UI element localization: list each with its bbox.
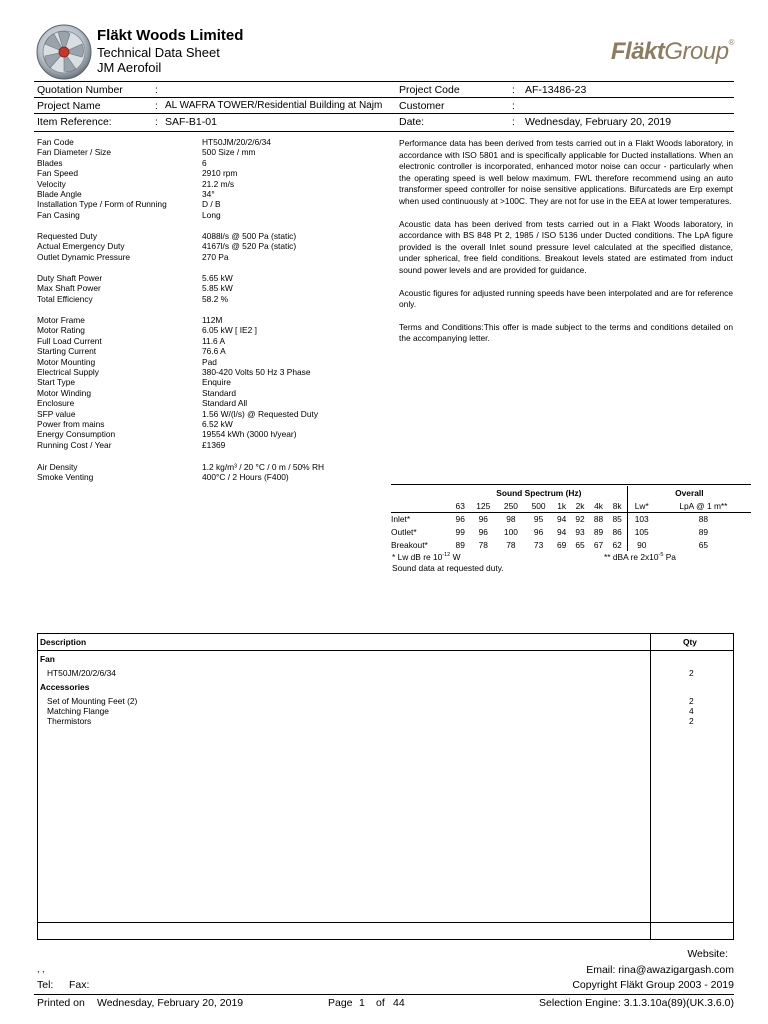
band-header: 4k (594, 500, 603, 511)
spec-label: Air Density (37, 462, 78, 472)
spec-label: Installation Type / Form of Running (37, 199, 167, 210)
email-line: Email: rina@awazigargash.com (586, 964, 734, 976)
sound-cell: 95 (533, 513, 544, 524)
header-divider (34, 81, 734, 82)
items-header-rule (38, 650, 733, 651)
group-fan: Fan (40, 654, 55, 664)
spec-value: 58.2 % (202, 293, 229, 304)
spec-value: 34° (202, 189, 215, 200)
spec-labels-group-5 (37, 462, 93, 483)
brand-logo-bold: Fläkt (610, 38, 665, 65)
spec-label: Starting Current (37, 346, 97, 357)
page-total: 44 (393, 997, 405, 1009)
spec-label: Total Efficiency (37, 293, 93, 304)
spec-label: Electrical Supply (37, 367, 99, 378)
spec-label: Power from mains (37, 419, 105, 430)
note-performance: Performance data has been derived from tests carried out in a Flakt Woods laboratory, in accordance with ISO 5801 and is specifically applicable for Ducted installations. When an electronic controller is incorporated, enhanced motor noise can occur - particularly when the operating speed is well below maximum. FWL therefore recommend using an auto transformer speed controller for noise sensitive applications. Bifurcateds are Erp exempt when used continuously at >100C. They are not for use in the EEA at lower temperatures. (399, 138, 733, 206)
project-name-colon: : (155, 100, 158, 112)
spec-label: Max Shaft Power (37, 283, 101, 294)
tel-label: Tel: (37, 979, 54, 991)
sheet-title: Technical Data Sheet (97, 45, 220, 60)
sound-cell: 96 (478, 526, 488, 537)
spec-label: Energy Consumption (37, 429, 116, 440)
spec-label: Smoke Venting (37, 472, 94, 483)
items-table (37, 633, 734, 940)
registered-mark: ® (728, 38, 734, 47)
spec-value: 112M (202, 315, 223, 325)
spec-value: 2910 rpm (202, 168, 238, 179)
quotation-number-colon: : (155, 84, 158, 96)
project-code-colon: : (512, 84, 515, 96)
sound-cell: 89 (455, 539, 465, 550)
selection-engine: Selection Engine: 3.1.3.10a(89)(UK.3.6.0) (539, 997, 734, 1009)
band-header: 250 (503, 500, 518, 511)
spec-values-group-1 (202, 137, 271, 220)
items-footer-rule (38, 922, 733, 923)
info-divider (34, 97, 734, 98)
dba-note-prefix: ** dBA re 2x10 (604, 552, 659, 562)
sound-cell: 98 (506, 513, 516, 524)
sound-duty-note: Sound data at requested duty. (392, 563, 504, 573)
spec-label: Fan Diameter / Size (37, 147, 112, 158)
spec-value: 19554 kWh (3000 h/year) (202, 429, 297, 440)
page-label: Page (328, 997, 353, 1009)
sound-row-inlet (391, 512, 751, 525)
spec-value: 76.6 A (202, 346, 226, 357)
sound-cell: 78 (506, 539, 516, 550)
sheet-subtitle: JM Aerofoil (97, 60, 162, 75)
item-accessory-qty: 2 (689, 716, 694, 726)
spec-values-group-4 (202, 315, 318, 450)
fax-label: Fax: (69, 979, 90, 991)
date-value: Wednesday, February 20, 2019 (525, 116, 672, 128)
date-colon: : (512, 116, 515, 128)
spec-value: 380-420 Volts 50 Hz 3 Phase (202, 367, 311, 378)
spec-label: Velocity (37, 178, 66, 189)
sound-cell: 78 (478, 539, 488, 550)
sound-cell: 85 (612, 513, 622, 524)
qty-column-divider (650, 634, 651, 939)
lw-cell: 105 (627, 525, 656, 538)
footer-divider (34, 994, 734, 995)
printed-on-label: Printed on (37, 997, 85, 1009)
sound-cell: 69 (556, 539, 567, 550)
dba-note-unit: Pa (665, 552, 676, 562)
spec-value: 270 Pa (202, 251, 229, 262)
sound-cell: 96 (455, 513, 465, 524)
overall-title: Overall (627, 486, 751, 499)
band-header: 1k (557, 500, 567, 511)
spec-value: Standard All (202, 398, 248, 409)
spec-value: Long (202, 209, 221, 220)
spec-label: Start Type (37, 377, 76, 388)
spec-label: Actual Emergency Duty (37, 241, 125, 252)
band-header: 125 (476, 500, 491, 511)
lw-note-prefix: * Lw dB re 10 (392, 552, 443, 562)
sound-cell: 86 (612, 526, 622, 537)
spec-label: Motor Winding (37, 387, 91, 398)
lpa-cell: 88 (698, 513, 709, 524)
item-reference-colon: : (155, 116, 158, 128)
spec-labels-group-3 (37, 273, 102, 304)
spec-value: 5.85 kW (202, 283, 233, 294)
sound-table-top-rule (391, 484, 751, 485)
spec-value: Enquire (202, 377, 231, 388)
item-accessory: Set of Mounting Feet (2) (47, 696, 138, 706)
spec-value: HT50JM/20/2/6/34 (202, 137, 271, 147)
spec-value: 6.52 kW (202, 419, 233, 430)
sound-table-header-rule (391, 512, 751, 513)
sound-cell: 100 (503, 526, 518, 537)
page-number: 1 (359, 997, 365, 1009)
info-divider (34, 113, 734, 114)
project-code-value: AF-13486-23 (525, 84, 587, 96)
spec-label: Full Load Current (37, 335, 102, 346)
spec-label: Enclosure (37, 398, 75, 409)
spec-value: 4088l/s @ 500 Pa (static) (202, 231, 297, 241)
brand-logo (611, 38, 734, 66)
sound-row-breakout (391, 538, 751, 551)
brand-logo-thin: Group (664, 38, 729, 65)
spec-value: 5.65 kW (202, 273, 233, 283)
spec-value: Standard (202, 387, 236, 398)
item-accessory: Matching Flange (47, 706, 109, 716)
spec-value: 500 Size / mm (202, 147, 256, 158)
item-accessory-qty: 4 (689, 706, 694, 716)
spec-label: Duty Shaft Power (37, 273, 103, 283)
performance-notes (399, 138, 733, 356)
spec-value: 1.56 W/(l/s) @ Requested Duty (202, 408, 319, 419)
spec-value: 21.2 m/s (202, 178, 235, 189)
spec-values-group-3 (202, 273, 233, 304)
dba-note-exponent: -5 (658, 552, 664, 559)
band-header: 8k (612, 500, 622, 511)
website-label: Website: (687, 948, 728, 960)
sound-cell: 89 (593, 526, 604, 537)
spec-label: Fan Casing (37, 209, 80, 220)
spec-values-group-2 (202, 231, 296, 262)
note-interpolation: Acoustic figures for adjusted running speeds have been interpolated and are for reference only. (399, 287, 733, 310)
spec-labels-group-2 (37, 231, 130, 262)
info-divider (34, 131, 734, 132)
spec-value: 400°C / 2 Hours (F400) (202, 472, 289, 483)
note-acoustic: Acoustic data has been derived from tests carried out in a Flakt Woods laboratory, in accordance with BS 848 Pt 2, 1985 / ISO 5136 under Ducted conditions. The LpA figure provided is the overall Inlet sound pressure level calculated at the specified distance, under spherical, free field conditions. Breakout levels stated are estimated from induct sound power levels and are provided for guidance. (399, 218, 733, 275)
spec-label: Requested Duty (37, 231, 98, 241)
sound-spectrum-table (391, 486, 751, 551)
sound-spectrum-title: Sound Spectrum (Hz) (496, 487, 582, 498)
spec-value: 4167l/s @ 520 Pa (static) (202, 241, 297, 252)
spec-label: Running Cost / Year (37, 439, 112, 450)
spec-label: Outlet Dynamic Pressure (37, 251, 131, 262)
dba-reference-note (604, 552, 676, 562)
sound-cell: 73 (533, 539, 544, 550)
sound-cell: 99 (455, 526, 465, 537)
sound-cell: 62 (612, 539, 622, 550)
fan-logo-icon (36, 24, 92, 80)
copyright: Copyright Fläkt Group 2003 - 2019 (572, 979, 734, 991)
lw-header: Lw* (627, 499, 656, 512)
sound-cell: 93 (575, 526, 585, 537)
spec-label: Motor Rating (37, 325, 85, 336)
sound-cell: 92 (575, 513, 585, 524)
item-reference-label: Item Reference: (37, 116, 112, 128)
spec-labels-group-4 (37, 315, 115, 450)
spec-labels-group-1 (37, 137, 167, 220)
item-fan-qty: 2 (689, 668, 694, 678)
sound-row-outlet (391, 525, 751, 538)
lw-cell: 103 (627, 512, 656, 525)
spec-label: SFP value (37, 408, 76, 419)
project-code-label: Project Code (399, 84, 460, 96)
spec-value: D / B (202, 199, 221, 210)
sound-cell: 65 (575, 539, 585, 550)
sound-cell: 96 (533, 526, 544, 537)
row-label: Breakout* (391, 539, 428, 550)
spec-label: Fan Speed (37, 168, 78, 179)
lw-cell: 90 (627, 538, 656, 551)
spec-label: Blade Angle (37, 189, 82, 200)
lw-note-exponent: -12 (442, 552, 451, 559)
date-label: Date: (399, 116, 425, 128)
item-reference-value: SAF-B1-01 (165, 116, 217, 128)
lw-reference-note (392, 552, 460, 562)
qty-header: Qty (683, 637, 697, 647)
sound-cell: 94 (556, 513, 567, 524)
item-fan-code: HT50JM/20/2/6/34 (47, 668, 116, 678)
spec-value: 1.2 kg/m³ / 20 °C / 0 m / 50% RH (202, 462, 325, 472)
spec-value: 6 (202, 157, 207, 168)
spec-values-group-5 (202, 462, 324, 483)
sound-cell: 94 (556, 526, 567, 537)
spec-label: Motor Frame (37, 315, 85, 325)
band-header: 500 (531, 500, 546, 511)
spec-label: Blades (37, 157, 63, 168)
customer-colon: : (512, 100, 515, 112)
quotation-number-label: Quotation Number (37, 84, 123, 96)
lpa-header: LpA @ 1 m** (679, 500, 728, 511)
project-name-label: Project Name (37, 100, 101, 112)
sound-cell: 67 (593, 539, 604, 550)
spec-label: Motor Mounting (37, 356, 96, 367)
band-header: 63 (455, 500, 465, 511)
customer-label: Customer (399, 100, 445, 112)
of-label: of (376, 997, 385, 1009)
band-header: 2k (575, 500, 585, 511)
lpa-cell: 65 (698, 539, 709, 550)
spec-value: 11.6 A (202, 335, 226, 346)
address-placeholder: , , (37, 964, 45, 974)
printed-date: Wednesday, February 20, 2019 (97, 997, 244, 1009)
spec-value: Pad (202, 356, 217, 367)
item-accessory: Thermistors (47, 716, 92, 726)
description-header: Description (40, 637, 87, 647)
row-label: Inlet* (391, 513, 411, 524)
project-name-value: AL WAFRA TOWER/Residential Building at Najm (165, 100, 383, 111)
sound-cell: 88 (593, 513, 604, 524)
company-name: Fläkt Woods Limited (97, 27, 244, 44)
row-label: Outlet* (391, 526, 417, 537)
lw-note-unit: W (452, 552, 461, 562)
spec-value: £1369 (202, 439, 226, 450)
spec-label: Fan Code (37, 137, 74, 147)
note-terms: Terms and Conditions:This offer is made subject to the terms and conditions detailed on the accompanying letter. (399, 321, 733, 344)
sound-cell: 96 (478, 513, 488, 524)
group-accessories: Accessories (40, 682, 90, 692)
spec-value: 6.05 kW [ IE2 ] (202, 325, 257, 336)
item-accessory-qty: 2 (689, 696, 694, 706)
lpa-cell: 89 (698, 526, 709, 537)
